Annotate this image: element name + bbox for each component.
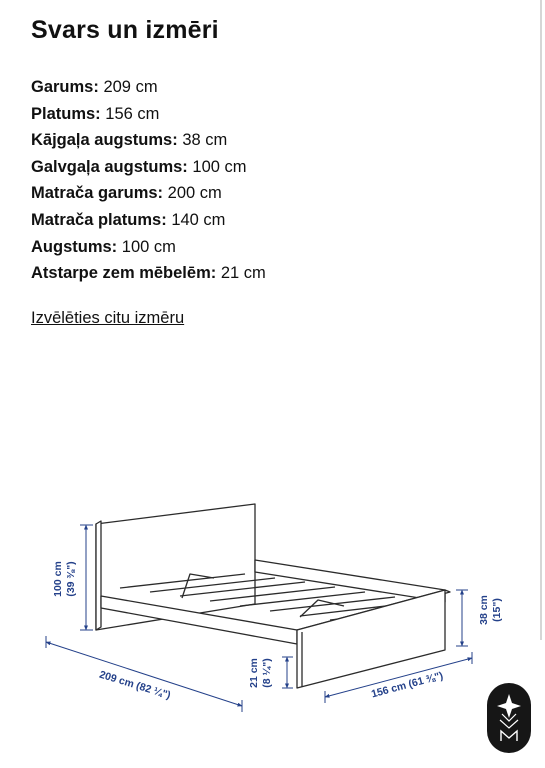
spec-row [31, 127, 266, 154]
headboard-height-label: 100 cm [52, 561, 64, 597]
spec-value: 21 cm [220, 264, 266, 283]
spec-row [31, 101, 266, 128]
page-title: Svars un izmēri [31, 16, 219, 44]
spec-row [31, 234, 266, 261]
spec-value: 100 cm [121, 237, 176, 256]
spec-value: 156 cm [105, 104, 160, 123]
change-size-link[interactable]: Izvēlēties citu izmēru [31, 309, 185, 327]
spec-row [31, 154, 266, 181]
spec-label: Platums: [31, 104, 101, 123]
spec-label: Atstarpe zem mēbelēm: [31, 264, 217, 283]
spec-label: Matrača platums: [31, 210, 167, 229]
spec-row [31, 180, 266, 207]
spec-value: 200 cm [167, 184, 222, 203]
headboard-height-inch-label: (39 ⅜") [65, 561, 77, 597]
spec-label: Garums: [31, 78, 99, 96]
specs-list [31, 74, 266, 287]
spec-value: 100 cm [192, 157, 247, 176]
bed-dimension-diagram [0, 480, 545, 740]
length-label: 209 cm (82 ¼") [97, 668, 172, 702]
footboard-height-label: 38 cm [478, 595, 490, 625]
sparkle-logo-icon [487, 683, 531, 753]
spec-label: Augstums: [31, 237, 118, 256]
headboard-side [96, 521, 101, 630]
spec-row [31, 260, 266, 287]
assistant-button[interactable] [487, 683, 531, 753]
spec-label: Matrača garums: [31, 184, 164, 203]
side-rail-back [255, 560, 445, 602]
spec-row [31, 74, 266, 101]
width-label: 156 cm (61 ⅜") [369, 669, 445, 701]
bed-drawing [96, 504, 450, 688]
spec-value: 140 cm [171, 210, 226, 229]
clearance-label: 21 cm [248, 658, 260, 688]
spec-label: Galvgaļa augstums: [31, 157, 188, 176]
spec-value: 38 cm [182, 131, 228, 150]
clearance-inch-label: (8 ¼") [261, 658, 273, 688]
footboard-height-inch-label: (15") [491, 598, 503, 622]
footboard [297, 590, 445, 688]
spec-label: Kājgaļa augstums: [31, 131, 178, 150]
spec-row [31, 207, 266, 234]
spec-value: 209 cm [103, 78, 158, 96]
